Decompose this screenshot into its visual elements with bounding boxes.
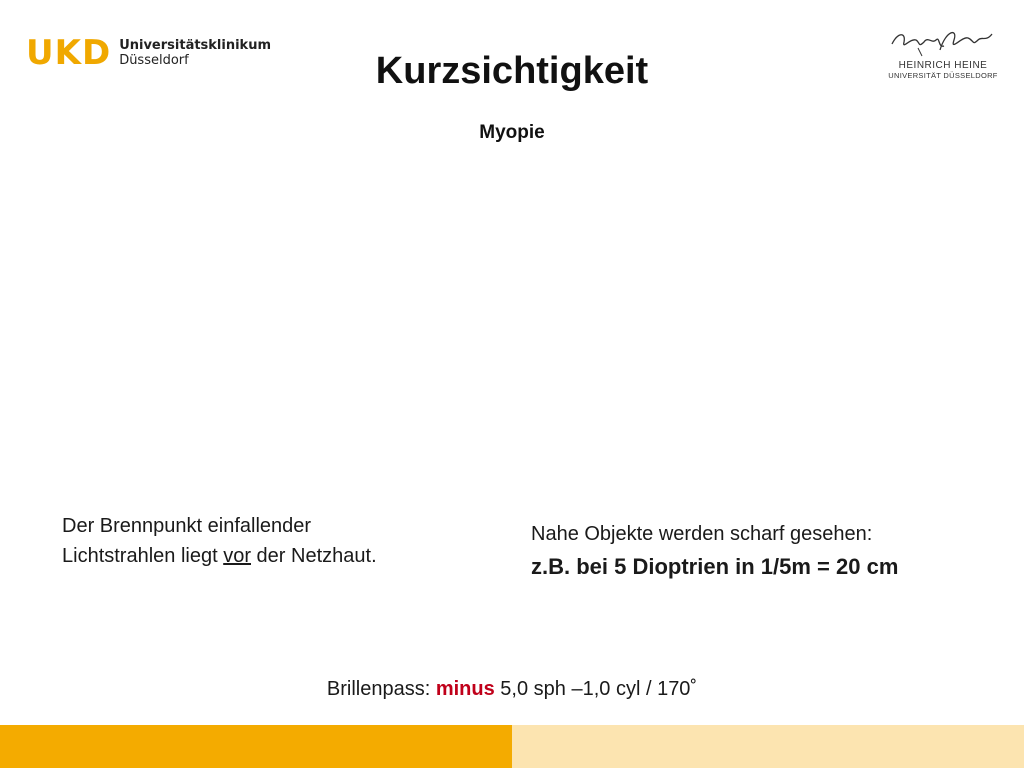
- near-objects-description: [531, 519, 971, 583]
- heine-logo-line2: UNIVERSITÄT DÜSSELDORF: [888, 71, 998, 80]
- focal-text-underlined: vor: [223, 545, 251, 567]
- heine-logo-line1: HEINRICH HEINE: [898, 60, 988, 71]
- slide-title: Kurzsichtigkeit: [375, 50, 649, 92]
- slide-subtitle: Myopie: [479, 122, 545, 143]
- focal-text-part2: der Netzhaut.: [251, 545, 377, 567]
- ukd-logo-line1: Universitätsklinikum: [119, 38, 272, 53]
- diopter-example: z.B. bei 5 Dioptrien in 1/5m = 20 cm: [531, 554, 899, 579]
- prescription-minus: minus: [435, 678, 495, 700]
- ukd-logo-mark: UKD: [26, 33, 112, 73]
- prescription-values: 5,0 sph –1,0 cyl / 170˚: [494, 678, 698, 700]
- prescription-label: Brillenpass:: [326, 678, 436, 700]
- prescription-line: [0, 678, 1024, 701]
- footer-bar-left: [0, 725, 512, 768]
- focal-text-part1: Der Brennpunkt einfallender Lichtstrahlen liegt: [62, 515, 312, 567]
- footer-bar-right: [512, 725, 1024, 768]
- focal-point-description: [62, 511, 382, 571]
- ukd-logo-line2: Düsseldorf: [119, 53, 189, 68]
- near-objects-text: Nahe Objekte werden scharf gesehen:: [531, 523, 873, 545]
